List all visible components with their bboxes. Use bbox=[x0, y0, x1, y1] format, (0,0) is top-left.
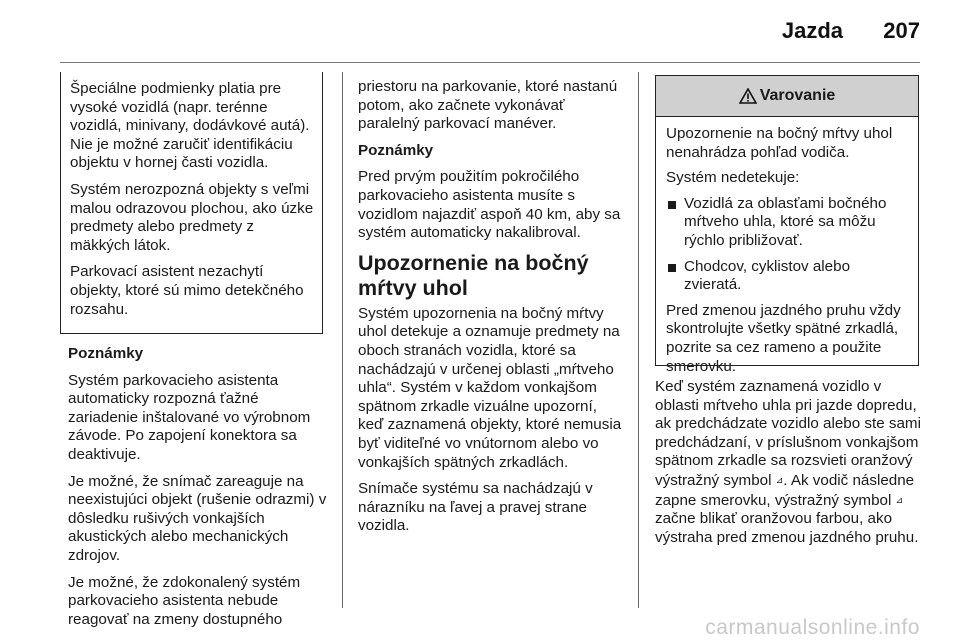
header-divider bbox=[60, 62, 920, 63]
box-paragraph: Systém nerozpozná objekty s veľmi malou odrazovou plochou, ako úzke predmety alebo predmety z mäkkých látok. bbox=[70, 180, 314, 254]
paragraph: Systém upozornenia na bočný mŕtvy uhol detekuje a oznamuje predmety na oboch stranách vozidla, ktoré sa nachádzajú v určenej oblasti „mŕtveho uhla“. Systém v každom vonkajšom spätnom zrkadle vizuálne upozorní, keď zaznamená objekty, ktoré nemusia byť viditeľné vo vnútornom alebo vo vonkajších spätných zrkadlách. bbox=[358, 304, 622, 471]
paragraph: Je možné, že zdokonalený systém parkovacieho asistenta nebude reagovať na zmeny dostupného bbox=[68, 573, 301, 628]
section-heading: Upozornenie na bočný mŕtvy uhol bbox=[358, 250, 589, 300]
paragraph: Je možné, že snímač zareaguje na neexistujúci objekt (rušenie odrazmi) v dôsledku rušivých vonkajších akustických alebo mechanických zdrojov. bbox=[68, 472, 327, 564]
blind-spot-symbol-icon: ⊿ bbox=[895, 494, 904, 505]
warning-paragraph: Systém nedetekuje: bbox=[666, 169, 800, 187]
box-paragraph: Parkovací asistent nezachytí objekty, ktoré sú mimo detekčného rozsahu. bbox=[70, 263, 304, 318]
note-text: Systém parkovacieho asistenta automaticky rozpozná ťažné zariadenie inštalované vo výrobnom závode. Po zapojení konektora sa deaktivuje. bbox=[68, 371, 311, 463]
note-title: Poznámky bbox=[358, 141, 434, 159]
warning-header bbox=[656, 76, 918, 117]
paragraph: Snímače systému sa nachádzajú v nárazníku na ľavej a pravej strane vozidla. bbox=[358, 480, 593, 535]
column-divider-2 bbox=[638, 72, 639, 608]
note-title: Poznámky bbox=[68, 345, 144, 362]
list-item: Chodcov, cyklistov alebo zvieratá. bbox=[666, 258, 910, 295]
list-item: Vozidlá za oblasťami bočného mŕtveho uhla, ktoré sa môžu rýchlo približovať. bbox=[666, 195, 910, 251]
bullet-icon bbox=[668, 264, 676, 272]
column-2-text bbox=[358, 78, 624, 544]
warning-title: Varovanie bbox=[759, 86, 836, 104]
box-paragraph: Špeciálne podmienky platia pre vysoké vozidlá (napr. terénne vozidlá, minivany, dodávkové autá). Nie je možné zaručiť identifikáciu objektu v hornej časti vozidla. bbox=[70, 80, 310, 172]
section-title: Jazda bbox=[781, 18, 843, 43]
info-box bbox=[60, 72, 323, 334]
paragraph: priestoru na parkovanie, ktoré nastanú potom, ako začnete vykonávať paralelný parkovací manéver. bbox=[358, 78, 618, 133]
warning-paragraph: Pred zmenou jazdného pruhu vždy skontrolujte všetky spätné zrkadlá, pozrite sa cez rameno a použite smerovku. bbox=[666, 301, 901, 375]
bullet-icon bbox=[668, 201, 676, 209]
paragraph: Keď systém zaznamená vozidlo v oblasti mŕtveho uhla pri jazde dopredu, ak predchádzate vozidlo alebo ste sami predchádzaní, v príslušnom vonkajšom spätnom zrkadle sa rozsvieti oranžový výstražný symbol ⊿. Ak vodič následne zapne smerovku, výstražný symbol ⊿ začne blikať oranžovou farbou, ako výstraha pred zmenou jazdného pruhu. bbox=[655, 378, 921, 546]
column-3-text bbox=[655, 378, 925, 555]
warning-box bbox=[655, 75, 919, 375]
page-number: 207 bbox=[883, 18, 920, 43]
column-divider-1 bbox=[342, 72, 343, 608]
watermark: carmanualsonline.info bbox=[705, 616, 920, 639]
warning-body bbox=[656, 117, 918, 376]
page-header bbox=[0, 0, 960, 62]
warning-triangle-icon bbox=[739, 88, 757, 104]
column-1-text bbox=[68, 345, 330, 637]
note-text: Pred prvým použitím pokročilého parkovacieho asistenta musíte s vozidlom najazdiť aspoň 40 km, aby sa systém automaticky nakalibroval. bbox=[358, 168, 621, 242]
warning-paragraph: Upozornenie na bočný mŕtvy uhol nenahrádza pohľad vodiča. bbox=[666, 125, 893, 161]
blind-spot-symbol-icon: ⊿ bbox=[775, 474, 784, 485]
